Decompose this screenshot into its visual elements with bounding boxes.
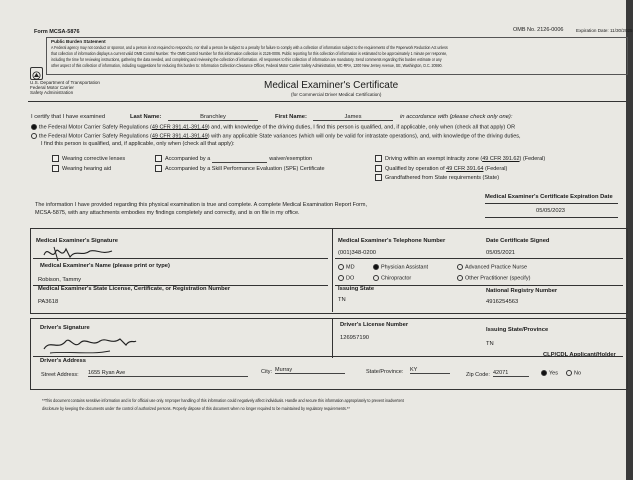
examiner-license-label: Medical Examiner's State License, Certificate, or Registration Number	[38, 286, 231, 292]
clp-yes[interactable]: Yes	[541, 370, 558, 376]
driver-state-label: Issuing State/Province	[486, 327, 549, 333]
province-value[interactable]: KY	[410, 367, 450, 374]
exempt-zone-checkbox[interactable]	[375, 155, 382, 162]
spe-checkbox[interactable]	[155, 165, 162, 172]
check-lenses[interactable]: Wearing corrective lenses	[52, 155, 125, 162]
examiner-name-value[interactable]: Robison, Tammy	[38, 277, 82, 283]
registry-value[interactable]: 4916254563	[486, 299, 519, 305]
examiner-signature[interactable]	[40, 243, 120, 263]
driver-license-label: Driver's License Number	[340, 322, 409, 328]
grandfathered-checkbox[interactable]	[375, 174, 382, 181]
burden-line-4: other aspect of this collection of information, including suggestions for reducing this burden to: Information Collection Clearance Officer, Federal Motor Carrier Safety Administration, MC-RRA, 1200 New Jersey Avenue, SE, Washington, D.C. 20590.	[51, 63, 443, 68]
footer-line-1: **This document contains sensitive information and is for official use only. Improper handling of this information could negatively affect individuals. Handle and secure this information appropriately to prevent inadvertent	[42, 398, 404, 403]
examiner-phone-value[interactable]: (001)348-0200	[338, 250, 377, 256]
dept-line-1: U.S. Department of Transportation	[30, 80, 100, 85]
state-variance-radio[interactable]	[31, 133, 37, 139]
check-exempt-zone[interactable]: Driving within an exempt intracity zone (49 CFR 391.62) (Federal)	[375, 155, 545, 162]
waiver-blank[interactable]	[212, 156, 267, 163]
examiner-signature-label: Medical Examiner's Signature	[36, 238, 118, 244]
footer-line-2: disclosure by keeping the documents under the control of authorized persons. Properly dispose of this document when no longer required to be maintained by regulatory requirements.**	[42, 406, 350, 411]
federal-radio[interactable]	[31, 124, 37, 130]
expiration-date-header: Expiration Date: 11/30/2025	[576, 28, 633, 33]
dept-line-2: Federal Motor Carrier	[30, 85, 74, 90]
qualified-operation-checkbox[interactable]	[375, 165, 382, 172]
lenses-checkbox[interactable]	[52, 155, 59, 162]
driver-license-value[interactable]: 126957190	[340, 335, 370, 341]
last-name-label: Last Name:	[130, 114, 162, 120]
check-grandfathered[interactable]: Grandfathered from State requirements (State)	[375, 174, 499, 181]
credential-md[interactable]: MD	[338, 264, 355, 270]
divider	[335, 285, 623, 286]
driver-state-value[interactable]: TN	[486, 341, 494, 347]
first-name-label: First Name:	[275, 114, 307, 120]
driver-signature-label: Driver's Signature	[40, 325, 90, 331]
zip-label: Zip Code:	[466, 372, 490, 378]
expiration-label: Medical Examiner's Certificate Expiration Date	[485, 194, 613, 200]
burden-line-2: that collection of information displays a current valid OMB Control Number. The OMB Control Number for this information collection is 2126-0006. Public reporting for this collection of information is estimated to be approximately 1 minute per response,	[51, 51, 448, 56]
credential-apn[interactable]: Advanced Practice Nurse	[457, 264, 527, 270]
credential-do[interactable]: DO	[338, 275, 354, 281]
check-spe[interactable]: Accompanied by a Skill Performance Evaluation (SPE) Certificate	[155, 165, 325, 172]
check-waiver[interactable]: Accompanied by a waiver/exemption	[155, 155, 312, 163]
waiver-checkbox[interactable]	[155, 155, 162, 162]
divider	[332, 228, 333, 312]
dot-logo-icon	[30, 67, 43, 80]
province-label: State/Province:	[366, 369, 404, 375]
divider	[33, 258, 328, 259]
street-value[interactable]: 1655 Ryan Ave	[88, 370, 248, 377]
credential-other[interactable]: Other Practitioner (specify)	[457, 275, 530, 281]
date-signed-value[interactable]: 05/05/2021	[486, 250, 516, 256]
info-line-2: MCSA-5875, with any attachments embodies my findings completely and correctly, and is on file in my office.	[35, 210, 300, 216]
clp-label: CLP/CDL Applicant/Holder	[543, 352, 616, 358]
option-federal[interactable]: the Federal Motor Carrier Safety Regulations (49 CFR 391.41-391.49) and, with knowledge of the driving duties, I find this person is qualified, and, if applicable, only when (check all that apply) OR	[31, 124, 515, 130]
issuing-state-value[interactable]: TN	[338, 297, 346, 303]
street-label: Street Address:	[41, 372, 79, 378]
last-name-value[interactable]: Branchley	[168, 114, 258, 121]
option-qualified-note: I find this person is qualified, and, if applicable, only when (check all that apply):	[41, 141, 235, 147]
date-signed-label: Date Certificate Signed	[486, 238, 550, 244]
form-number: Form MCSA-5876	[34, 29, 80, 35]
certificate-title: Medical Examiner's Certificate	[264, 80, 399, 91]
omb-number: OMB No. 2126-0006	[513, 27, 564, 33]
driver-address-label: Driver's Address	[40, 358, 86, 364]
check-qualified-operation[interactable]: Qualified by operation of 49 CFR 391.64 (Federal)	[375, 165, 507, 172]
city-label: City:	[261, 369, 272, 375]
dept-line-3: Safety Administration	[30, 90, 74, 95]
first-name-value[interactable]: James	[313, 114, 393, 121]
divider	[485, 203, 618, 204]
city-value[interactable]: Murray	[275, 367, 345, 374]
divider	[335, 258, 623, 259]
option-state-variance[interactable]: the Federal Motor Carrier Safety Regulations (49 CFR 391.41-391.49) with any applicable State variances (which will only be valid for intrastate operations), and, with knowledge of the driving duties,	[31, 133, 521, 139]
zip-value[interactable]: 42071	[493, 370, 529, 377]
divider	[485, 217, 618, 218]
divider	[33, 356, 623, 357]
issuing-state-label: Issuing State	[338, 286, 375, 292]
certificate-subtitle: (for Commercial Driver Medical Certification)	[291, 92, 382, 97]
divider	[28, 101, 626, 102]
credential-pa[interactable]: Physician Assistant	[373, 264, 428, 270]
examiner-license-value[interactable]: PA3618	[38, 299, 59, 305]
driver-signature[interactable]	[40, 331, 140, 359]
burden-line-1: A Federal agency may not conduct or sponsor, and a person is not required to respond to, nor shall a person be subject to a penalty for failure to comply with a collection of information subject to the requirements of the Paperwork Reduction Act unless	[51, 45, 448, 50]
clp-no[interactable]: No	[566, 370, 581, 376]
accordance-text: in accordance with (please check only one):	[400, 114, 513, 120]
hearing-checkbox[interactable]	[52, 165, 59, 172]
burden-title: Public Burden Statement	[51, 39, 106, 44]
credential-chiro[interactable]: Chiropractor	[373, 275, 411, 281]
certify-intro: I certify that I have examined	[31, 114, 106, 120]
burden-line-3: including the time for reviewing instructions, gathering the data needed, and completing and reviewing the collection of information. All responses to this collection of information are mandatory. Send comments regarding this burden estimate or any	[51, 57, 442, 62]
registry-label: National Registry Number	[486, 288, 558, 294]
examiner-name-label: Medical Examiner's Name (please print or type)	[40, 263, 170, 269]
examiner-phone-label: Medical Examiner's Telephone Number	[338, 238, 446, 244]
check-hearing[interactable]: Wearing hearing aid	[52, 165, 111, 172]
info-line-1: The information I have provided regarding this physical examination is true and complete. A complete Medical Examination Report Form,	[35, 202, 368, 208]
divider	[332, 318, 333, 358]
expiration-value[interactable]: 05/05/2023	[536, 208, 566, 214]
